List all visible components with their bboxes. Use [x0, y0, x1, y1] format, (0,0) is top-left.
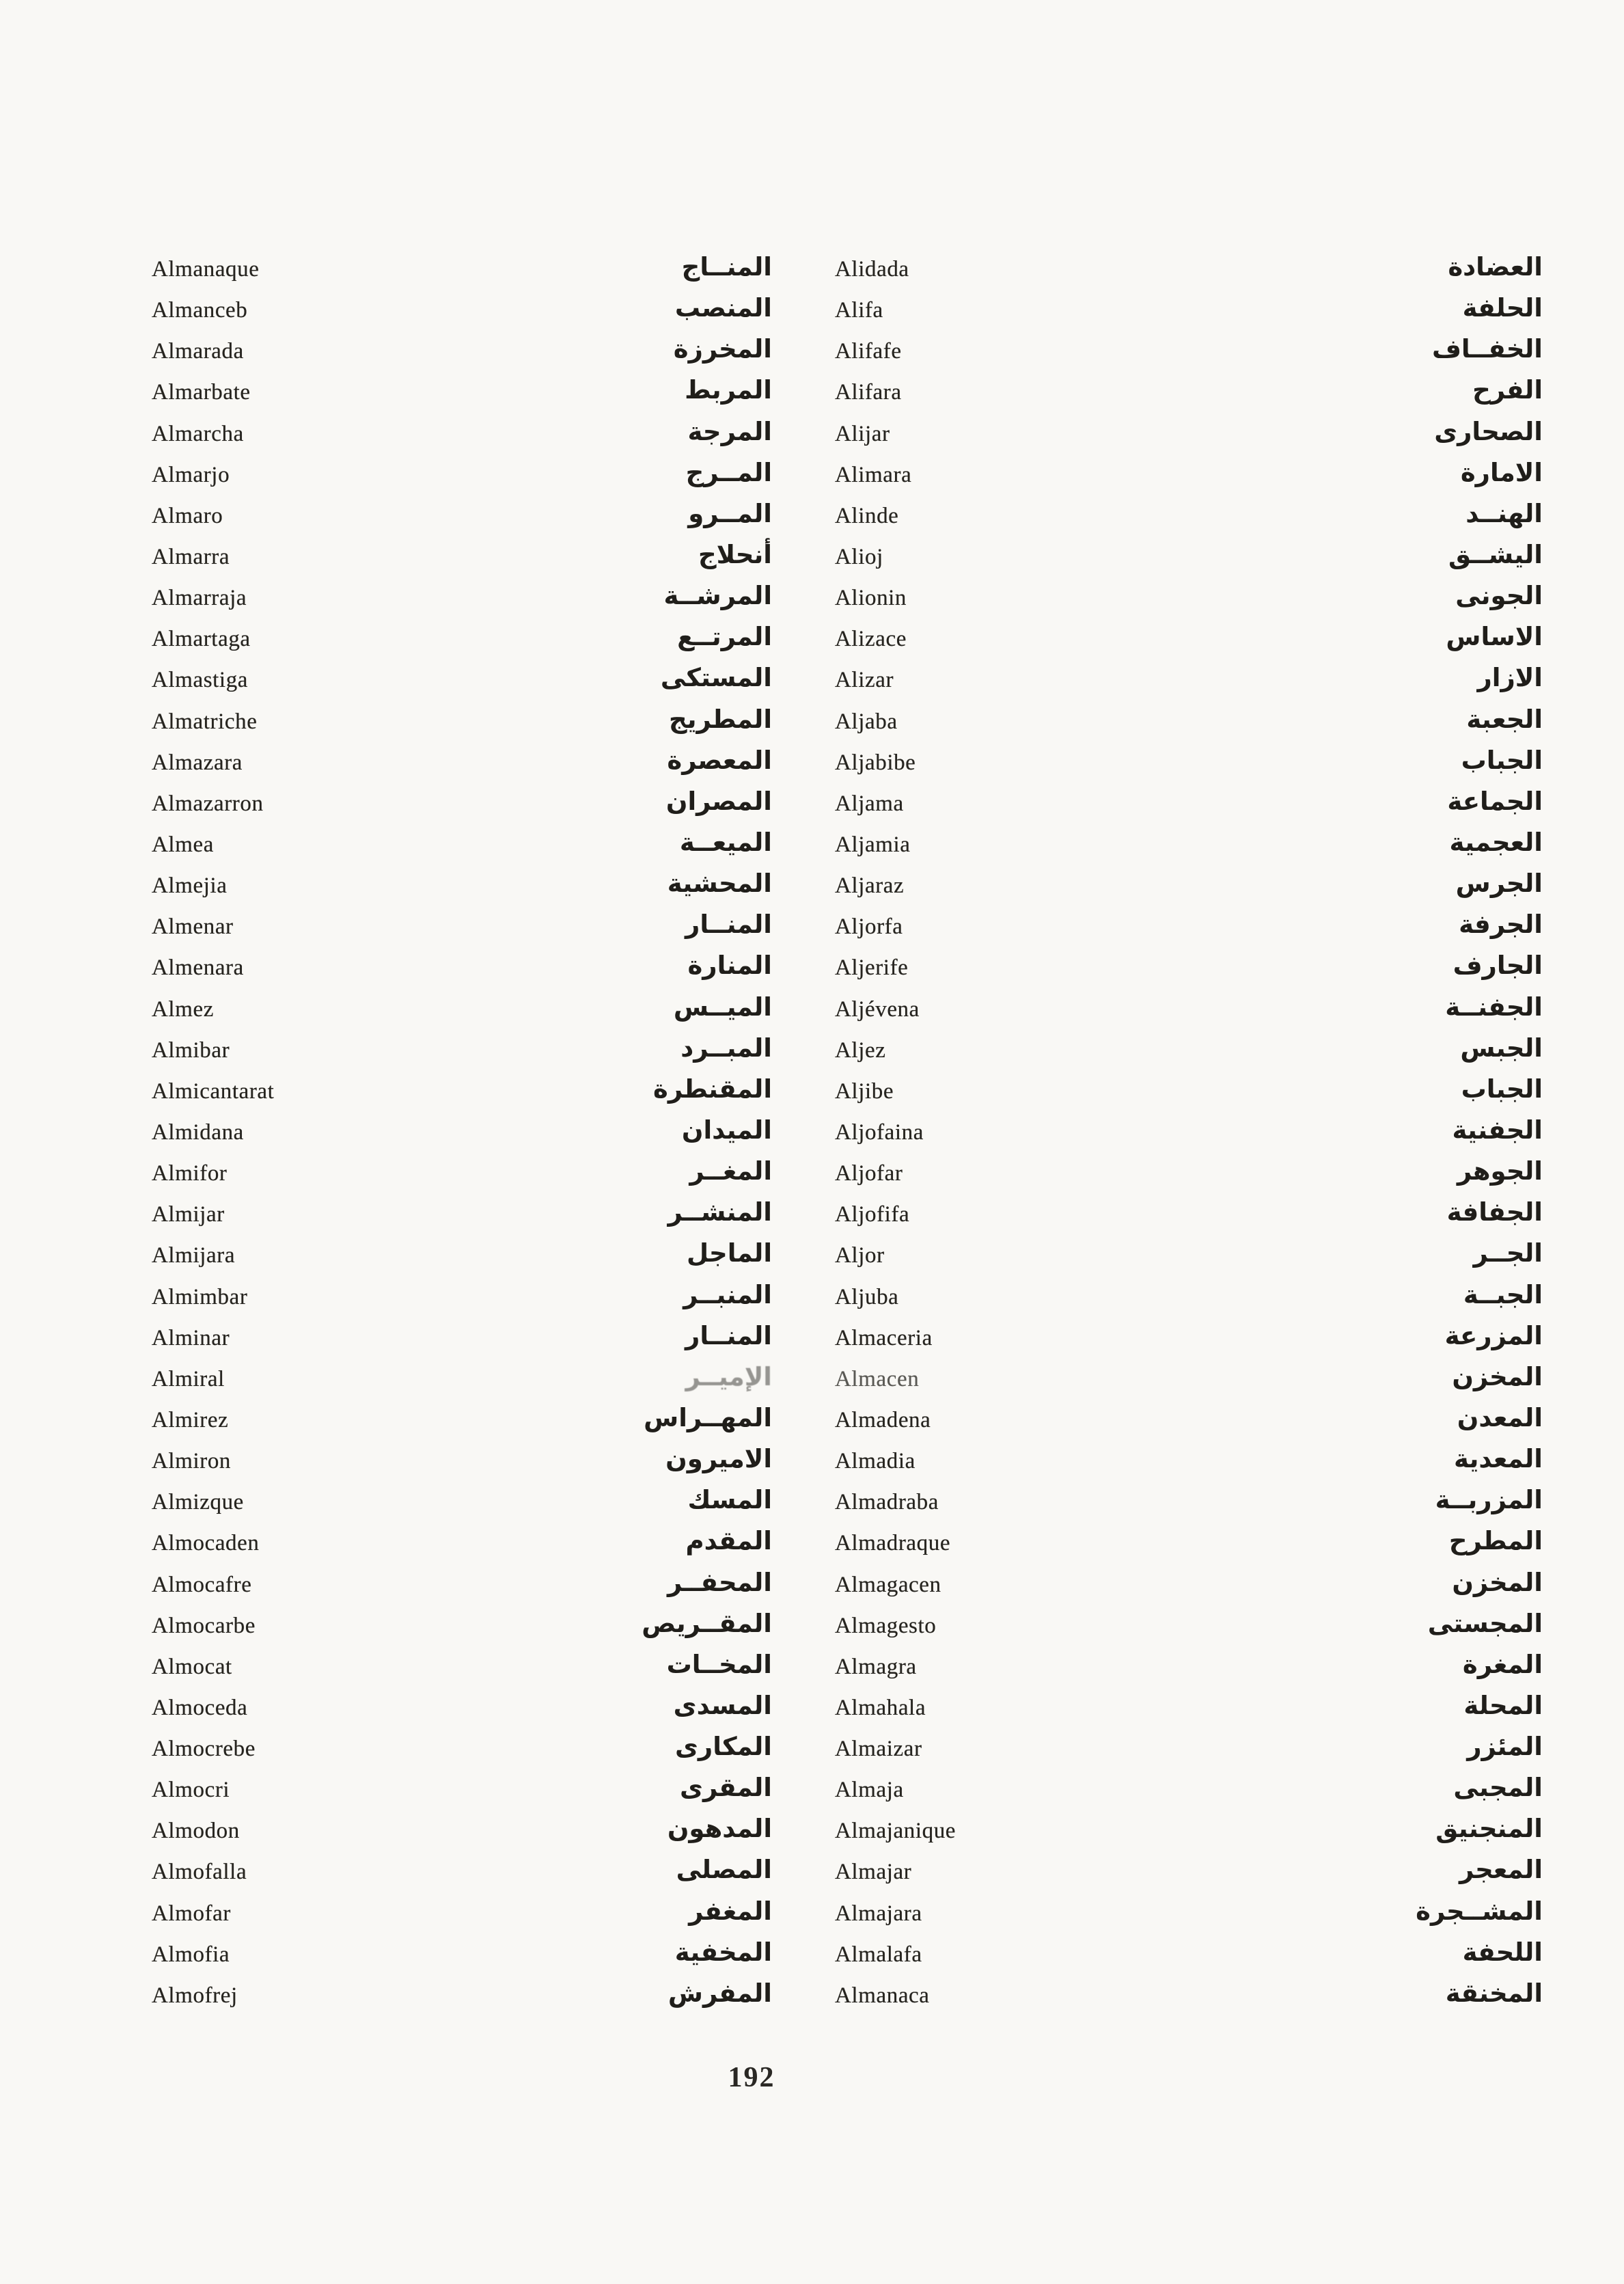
spanish-term: Aljaba [835, 709, 898, 734]
spanish-term: Alifafe [835, 339, 902, 364]
spanish-term: Almifor [152, 1161, 228, 1186]
arabic-equivalent: الجونى [1455, 581, 1543, 611]
arabic-equivalent: المبــرد [680, 1033, 772, 1063]
spanish-term: Almarbate [152, 380, 251, 405]
spanish-term: Aljor [835, 1243, 885, 1268]
spanish-term: Aljofifa [835, 1202, 910, 1227]
arabic-equivalent: الازار [1477, 663, 1543, 693]
glossary-row [152, 953, 772, 994]
spanish-term: Almartaga [152, 627, 251, 652]
spanish-term: Almanceb [152, 298, 248, 323]
arabic-equivalent: المرجة [687, 416, 772, 446]
arabic-equivalent: المطريج [669, 704, 772, 734]
arabic-equivalent: المسدى [673, 1690, 772, 1720]
spanish-term: Almenara [152, 955, 244, 981]
arabic-equivalent: المنــاج [681, 252, 772, 282]
spanish-term: Aljamia [835, 832, 911, 857]
arabic-equivalent: المــرج [685, 457, 772, 487]
glossary-row [835, 254, 1543, 295]
arabic-equivalent: الامارة [1460, 457, 1543, 487]
glossary-row [835, 871, 1543, 912]
glossary-row [152, 1487, 772, 1528]
glossary-row [835, 953, 1543, 994]
spanish-term: Almacen [835, 1366, 920, 1391]
spanish-term: Aljabibe [835, 750, 916, 775]
glossary-row [835, 704, 1543, 748]
arabic-equivalent: المعصرة [667, 745, 772, 775]
glossary-row [152, 1734, 772, 1775]
glossary-row [835, 624, 1543, 665]
arabic-equivalent: الهنــد [1465, 498, 1543, 528]
arabic-equivalent: المنجنيق [1435, 1814, 1543, 1844]
arabic-equivalent: الجارف [1453, 951, 1543, 981]
spanish-term: Almez [152, 996, 214, 1022]
arabic-equivalent: المحشية [667, 869, 772, 899]
arabic-equivalent: الميدان [681, 1115, 772, 1145]
arabic-equivalent: الجعبة [1466, 704, 1543, 734]
arabic-equivalent: المجبى [1453, 1773, 1543, 1803]
glossary-row [152, 1690, 772, 1734]
glossary-row [835, 1816, 1543, 1857]
arabic-equivalent: الجباب [1461, 1074, 1543, 1104]
arabic-equivalent: المنــار [685, 1320, 772, 1350]
spanish-term: Almajar [835, 1860, 912, 1885]
glossary-column-right [835, 254, 1543, 2022]
spanish-term: Almatriche [152, 709, 258, 734]
arabic-equivalent: المخــات [666, 1649, 772, 1679]
spanish-term: Alinde [835, 503, 899, 528]
arabic-equivalent: المهــراس [644, 1402, 772, 1432]
arabic-equivalent: المزرعة [1444, 1320, 1543, 1350]
spanish-term: Almastiga [152, 668, 249, 693]
glossary-row [835, 1567, 1543, 1611]
arabic-equivalent: أنحلاج [698, 539, 772, 569]
glossary-row [152, 1076, 772, 1117]
spanish-term: Almiral [152, 1366, 225, 1391]
spanish-term: Alimara [835, 462, 912, 487]
arabic-equivalent: الميــس [673, 992, 772, 1022]
spanish-term: Almofrej [152, 1983, 238, 2008]
glossary-row [152, 1402, 772, 1446]
glossary-row [152, 1649, 772, 1693]
spanish-term: Almaja [835, 1778, 904, 1803]
arabic-equivalent: المجستى [1427, 1608, 1543, 1638]
arabic-equivalent: المسك [687, 1485, 772, 1515]
arabic-equivalent: المقرى [680, 1773, 772, 1803]
spanish-term: Almofar [152, 1901, 231, 1926]
spanish-term: Almiron [152, 1449, 232, 1474]
glossary-row [835, 416, 1543, 460]
spanish-term: Almadena [835, 1407, 931, 1432]
arabic-equivalent: المغــر [689, 1156, 772, 1186]
spanish-term: Alifara [835, 380, 902, 405]
arabic-equivalent: المعدية [1454, 1444, 1543, 1474]
arabic-equivalent: المحفــر [668, 1567, 772, 1597]
spanish-term: Almea [152, 832, 214, 857]
arabic-equivalent: المزربــة [1435, 1485, 1543, 1515]
spanish-term: Almijara [152, 1243, 236, 1268]
glossary-row [152, 1240, 772, 1281]
arabic-equivalent: المغرة [1462, 1649, 1543, 1679]
arabic-equivalent: المخزن [1452, 1567, 1543, 1597]
glossary-row [152, 1117, 772, 1158]
arabic-equivalent: المنصب [674, 293, 772, 323]
glossary-row [835, 1528, 1543, 1569]
arabic-equivalent: الحلفة [1462, 293, 1543, 323]
glossary-row [152, 1978, 772, 2022]
spanish-term: Alioj [835, 544, 883, 569]
arabic-equivalent: المدهون [667, 1814, 772, 1844]
spanish-term: Aljama [835, 791, 904, 816]
spanish-term: Aljofaina [835, 1119, 924, 1145]
glossary-row [152, 254, 772, 295]
glossary-row [835, 1035, 1543, 1076]
glossary-row [835, 583, 1543, 624]
glossary-row [152, 1446, 772, 1487]
glossary-row [835, 377, 1543, 418]
glossary-row [835, 336, 1543, 377]
glossary-row [152, 1608, 772, 1652]
glossary-row [152, 1857, 772, 1898]
glossary-row [152, 295, 772, 336]
glossary-row [835, 1402, 1543, 1446]
spanish-term: Alifa [835, 298, 883, 323]
arabic-equivalent: المستكى [660, 663, 772, 693]
spanish-term: Alizar [835, 668, 894, 693]
arabic-equivalent: المنــار [685, 910, 772, 940]
spanish-term: Almodon [152, 1819, 240, 1844]
glossary-row [152, 871, 772, 912]
spanish-term: Almanaca [835, 1983, 930, 2008]
spanish-term: Almagacen [835, 1572, 941, 1597]
glossary-row [835, 1279, 1543, 1323]
spanish-term: Almimbar [152, 1284, 248, 1309]
arabic-equivalent: الجوهر [1457, 1156, 1543, 1186]
glossary-row [835, 498, 1543, 542]
glossary-row [835, 1608, 1543, 1652]
glossary-row [835, 1937, 1543, 1981]
glossary-row [152, 416, 772, 460]
glossary-row [835, 1487, 1543, 1528]
glossary-row [835, 665, 1543, 706]
spanish-term: Almadraba [835, 1490, 939, 1515]
spanish-term: Almofia [152, 1942, 230, 1967]
spanish-term: Almaizar [835, 1737, 922, 1762]
glossary-row [152, 1528, 772, 1569]
arabic-equivalent: المعجر [1459, 1855, 1543, 1885]
glossary-row [152, 336, 772, 377]
glossary-row [835, 786, 1543, 830]
arabic-equivalent: الجماعة [1447, 786, 1543, 816]
arabic-equivalent: المخفية [674, 1937, 772, 1967]
spanish-term: Almijar [152, 1202, 225, 1227]
spanish-term: Alijar [835, 421, 890, 446]
arabic-equivalent: المرتــع [677, 622, 772, 652]
arabic-equivalent: المصلى [676, 1855, 772, 1885]
glossary-row [152, 1567, 772, 1611]
arabic-equivalent: المحلة [1463, 1690, 1543, 1720]
glossary-row [835, 295, 1543, 336]
spanish-term: Almocarbe [152, 1613, 256, 1638]
arabic-equivalent: المقنطرة [652, 1074, 772, 1104]
arabic-equivalent: العجمية [1449, 827, 1543, 857]
glossary-row [835, 745, 1543, 789]
arabic-equivalent: المــرو [688, 498, 772, 528]
arabic-equivalent: المعدن [1457, 1402, 1543, 1432]
arabic-equivalent: الجباب [1461, 745, 1543, 775]
spanish-term: Almidana [152, 1119, 244, 1145]
arabic-equivalent: المكارى [674, 1732, 772, 1762]
glossary-row [152, 1775, 772, 1816]
arabic-equivalent: الاساس [1446, 622, 1543, 652]
spanish-term: Alminar [152, 1325, 230, 1350]
glossary-row [152, 1199, 772, 1240]
glossary-row [835, 1076, 1543, 1117]
arabic-equivalent: الاميرون [665, 1444, 772, 1474]
glossary-row [835, 1690, 1543, 1734]
arabic-equivalent: الماجل [687, 1238, 772, 1268]
spanish-term: Almocafre [152, 1572, 252, 1597]
spanish-term: Almocrebe [152, 1737, 256, 1762]
glossary-row [835, 1199, 1543, 1240]
glossary-row [152, 1937, 772, 1981]
spanish-term: Alidada [835, 257, 909, 282]
glossary-row [152, 912, 772, 953]
spanish-term: Almocat [152, 1654, 232, 1679]
glossary-row [835, 539, 1543, 583]
glossary-row [835, 1896, 1543, 1940]
glossary-row [835, 1978, 1543, 2022]
glossary-row [835, 1240, 1543, 1281]
glossary-row [835, 912, 1543, 953]
glossary-row [152, 786, 772, 830]
spanish-term: Almagesto [835, 1613, 937, 1638]
arabic-equivalent: المصران [665, 786, 772, 816]
glossary-row [152, 745, 772, 789]
spanish-term: Aljorfa [835, 914, 903, 940]
glossary-row [152, 1320, 772, 1364]
spanish-term: Almibar [152, 1037, 230, 1063]
glossary-row [835, 994, 1543, 1035]
spanish-term: Almagra [835, 1654, 917, 1679]
arabic-equivalent: اليشــق [1448, 539, 1543, 569]
spanish-term: Almirez [152, 1407, 229, 1432]
glossary-row [835, 457, 1543, 501]
glossary-row [835, 1117, 1543, 1158]
arabic-equivalent: المشــجرة [1416, 1896, 1543, 1926]
glossary-column-left [152, 254, 772, 2022]
spanish-term: Almazara [152, 750, 243, 775]
glossary-row [835, 1857, 1543, 1898]
arabic-equivalent: المقدم [685, 1526, 772, 1556]
spanish-term: Almadraque [835, 1531, 951, 1556]
arabic-equivalent: المربط [685, 375, 772, 405]
spanish-term: Almarraja [152, 586, 247, 611]
arabic-equivalent: المئزر [1467, 1732, 1543, 1762]
arabic-equivalent: الجرفة [1459, 910, 1543, 940]
arabic-equivalent: الفرح [1472, 375, 1543, 405]
spanish-term: Almahala [835, 1695, 926, 1720]
spanish-term: Almaceria [835, 1325, 933, 1350]
arabic-equivalent: المقــريص [642, 1608, 772, 1638]
spanish-term: Almofalla [152, 1860, 247, 1885]
spanish-term: Alizace [835, 627, 907, 652]
spanish-term: Almanaque [152, 257, 260, 282]
arabic-equivalent: الخفــاف [1431, 334, 1543, 364]
arabic-equivalent: الجفافة [1446, 1197, 1543, 1227]
spanish-term: Almenar [152, 914, 234, 940]
glossary-row [835, 1320, 1543, 1364]
glossary-row [835, 1649, 1543, 1693]
arabic-equivalent: الجبس [1460, 1033, 1543, 1063]
spanish-term: Almoceda [152, 1695, 248, 1720]
arabic-equivalent: الصحارى [1434, 416, 1543, 446]
arabic-equivalent: المرشــة [663, 581, 772, 611]
glossary-row [152, 704, 772, 748]
spanish-term: Almizque [152, 1490, 244, 1515]
glossary-row [835, 1734, 1543, 1775]
arabic-equivalent: المنبــر [683, 1279, 772, 1309]
arabic-equivalent: الإميــر [685, 1361, 772, 1391]
spanish-term: Almadia [835, 1449, 916, 1474]
spanish-term: Almalafa [835, 1942, 922, 1967]
glossary-row [152, 1158, 772, 1199]
spanish-term: Aljofar [835, 1161, 903, 1186]
glossary-row [152, 665, 772, 706]
glossary-row [835, 1158, 1543, 1199]
arabic-equivalent: الجــر [1473, 1238, 1543, 1268]
spanish-term: Almarjo [152, 462, 230, 487]
spanish-term: Almajara [835, 1901, 922, 1926]
arabic-equivalent: الجفنــة [1445, 992, 1543, 1022]
arabic-equivalent: المطرح [1448, 1526, 1543, 1556]
glossary-row [835, 1775, 1543, 1816]
glossary-row [152, 377, 772, 418]
arabic-equivalent: المفرش [668, 1978, 772, 2008]
spanish-term: Alionin [835, 586, 907, 611]
spanish-term: Aljerife [835, 955, 909, 981]
arabic-equivalent: العضادة [1448, 252, 1543, 282]
spanish-term: Almarra [152, 544, 230, 569]
glossary-row [152, 457, 772, 501]
glossary-row [152, 1361, 772, 1405]
spanish-term: Almarcha [152, 421, 244, 446]
spanish-term: Almarada [152, 339, 244, 364]
arabic-equivalent: المنشــر [668, 1197, 772, 1227]
spanish-term: Aljez [835, 1037, 886, 1063]
spanish-term: Almajanique [835, 1819, 956, 1844]
arabic-equivalent: المخنقة [1445, 1978, 1543, 2008]
arabic-equivalent: اللحفة [1462, 1937, 1543, 1967]
glossary-row [152, 827, 772, 871]
arabic-equivalent: الجرس [1455, 869, 1543, 899]
glossary-row [835, 1446, 1543, 1487]
page-number: 192 [728, 2062, 775, 2093]
spanish-term: Aljibe [835, 1078, 894, 1104]
spanish-term: Almocaden [152, 1531, 260, 1556]
glossary-row [152, 1896, 772, 1940]
spanish-term: Almejia [152, 873, 228, 899]
arabic-equivalent: المخرزة [673, 334, 772, 364]
arabic-equivalent: الجفنية [1452, 1115, 1543, 1145]
spanish-term: Aljuba [835, 1284, 899, 1309]
glossary-row [152, 624, 772, 665]
spanish-term: Almazarron [152, 791, 264, 816]
spanish-term: Almicantarat [152, 1078, 275, 1104]
spanish-term: Aljaraz [835, 873, 905, 899]
arabic-equivalent: الجبــة [1463, 1279, 1543, 1309]
glossary-row [152, 1035, 772, 1076]
glossary-row [152, 1279, 772, 1323]
glossary-row [152, 994, 772, 1035]
glossary-row [835, 1361, 1543, 1405]
spanish-term: Almaro [152, 503, 223, 528]
spanish-term: Almocri [152, 1778, 230, 1803]
arabic-equivalent: المغفر [689, 1896, 772, 1926]
glossary-row [835, 827, 1543, 871]
arabic-equivalent: الميعــة [679, 827, 772, 857]
glossary-row [152, 539, 772, 583]
glossary-row [152, 498, 772, 542]
arabic-equivalent: المنارة [687, 951, 772, 981]
arabic-equivalent: المخزن [1452, 1361, 1543, 1391]
glossary-row [152, 583, 772, 624]
glossary-row [152, 1816, 772, 1857]
spanish-term: Aljévena [835, 996, 920, 1022]
